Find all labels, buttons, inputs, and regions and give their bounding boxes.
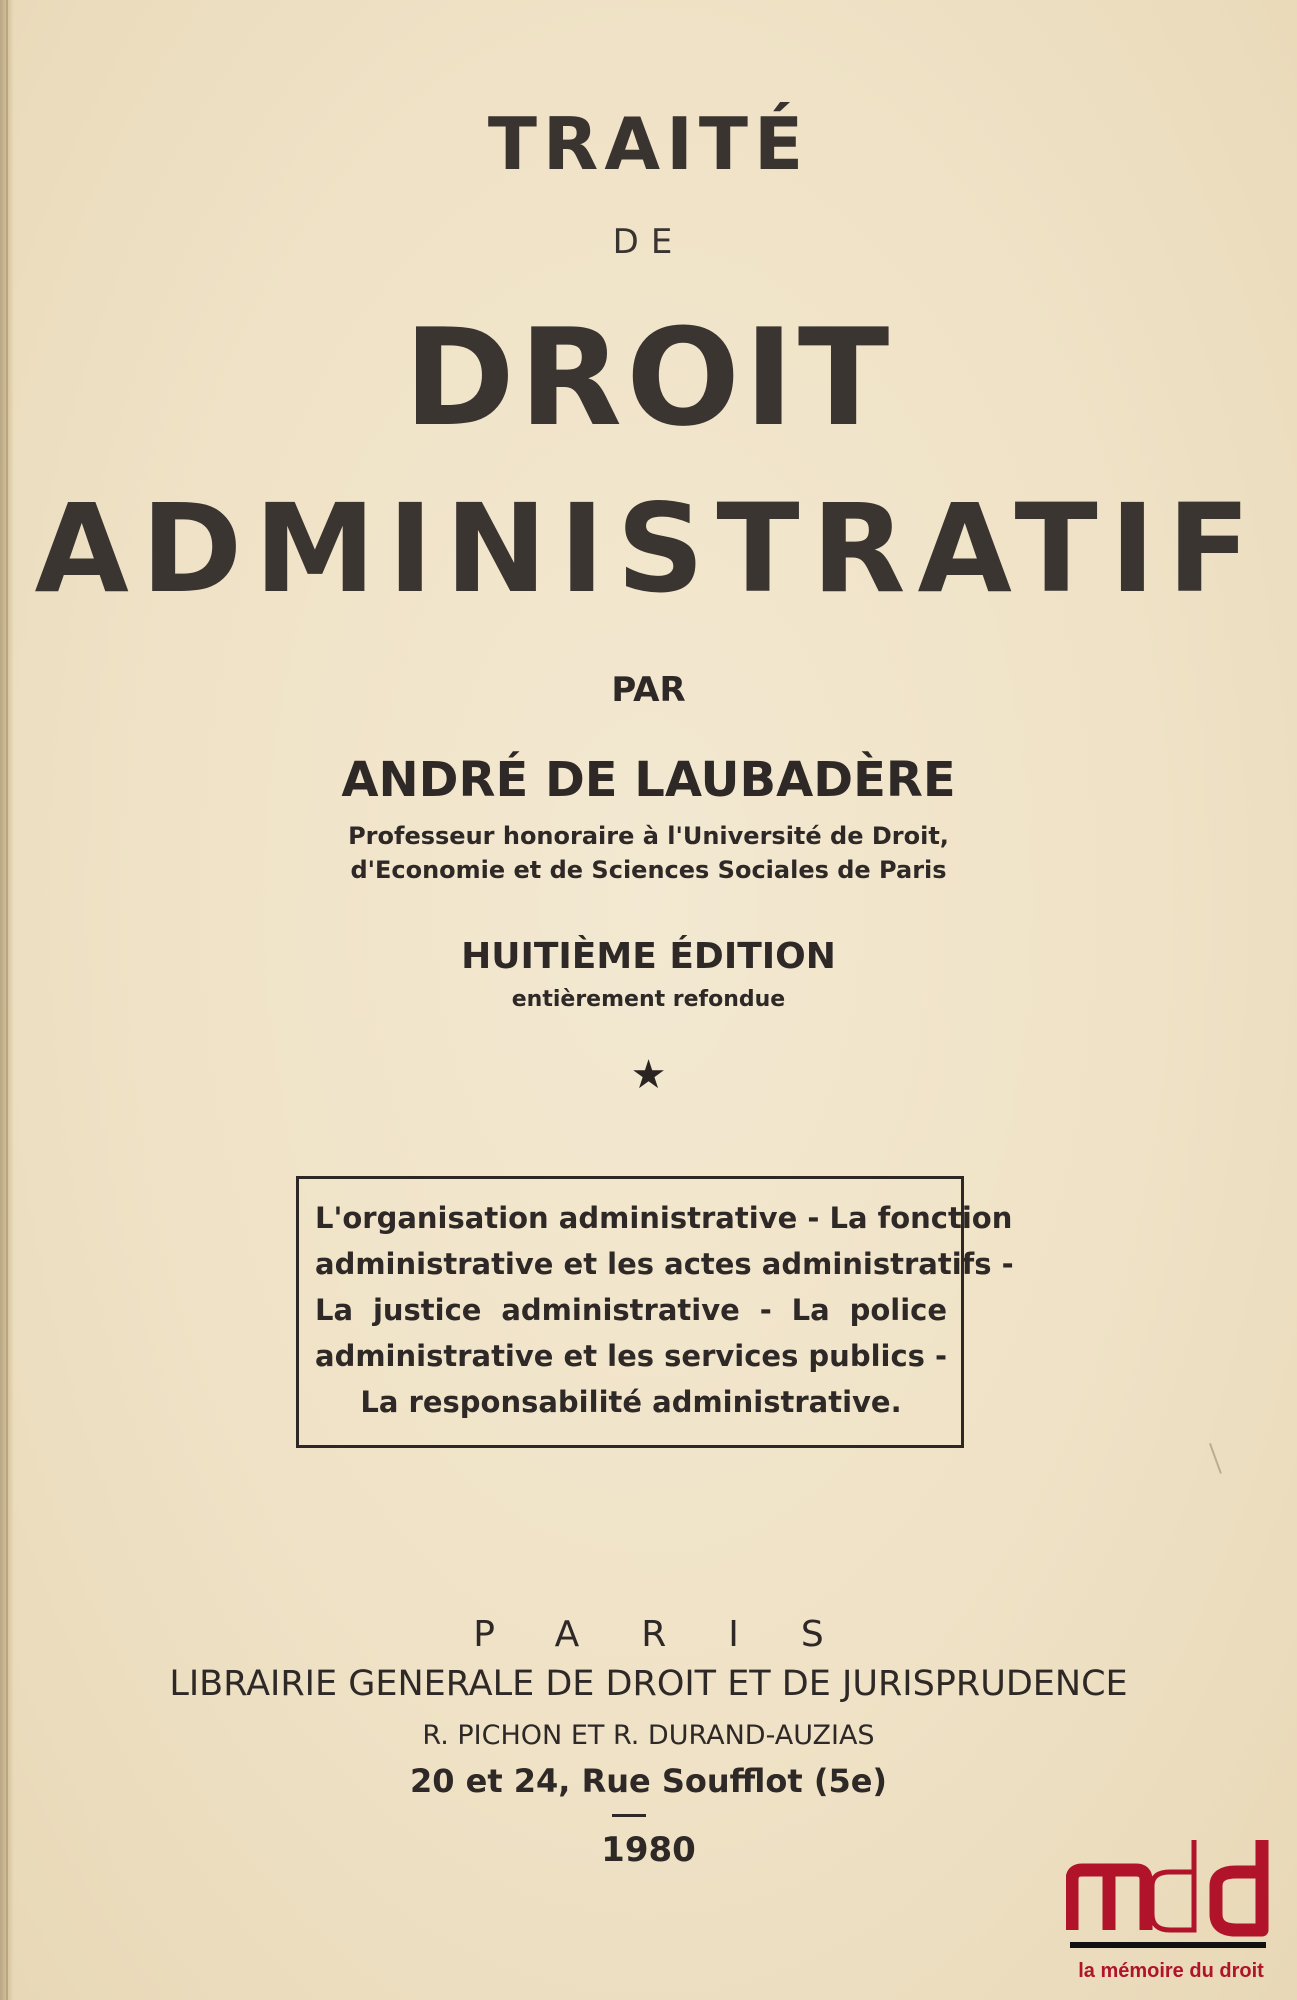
author-affiliation-line2: d'Economie et de Sciences Sociales de Paris (350, 856, 947, 884)
contents-line: La justice administrative - La police (315, 1293, 947, 1327)
imprint-year: 1980 (601, 1830, 696, 1870)
divider-dash (612, 1814, 646, 1817)
imprint-address: 20 et 24, Rue Soufflot (5e) (409, 1762, 888, 1800)
mdd-logo-icon (1066, 1828, 1276, 1958)
contents-line: administrative et les actes administratifs - (315, 1247, 1014, 1281)
title-de: DE (612, 222, 685, 262)
title-administratif: ADMINISTRATIF (34, 478, 1263, 620)
mdd-logo (1066, 1828, 1276, 1990)
logo-caption: la mémoire du droit (1078, 1960, 1264, 1982)
paper-mark (1209, 1438, 1235, 1474)
contents-box (296, 1176, 1014, 1448)
imprint-publisher: LIBRAIRIE GENERALE DE DROIT ET DE JURISPRUDENCE (169, 1664, 1128, 1704)
imprint-city: PARIS (473, 1614, 886, 1655)
edition-label: HUITIÈME ÉDITION (461, 936, 836, 977)
author-name: ANDRÉ DE LAUBADÈRE (341, 752, 956, 808)
volume-star-icon: ★ (630, 1052, 667, 1098)
contents-line: administrative et les services publics - (315, 1339, 948, 1373)
contents-line: La responsabilité administrative. (360, 1385, 902, 1419)
byline-par: PAR (611, 670, 686, 710)
title-droit: DROIT (403, 300, 894, 456)
title-traite: TRAITÉ (487, 102, 810, 186)
author-affiliation-line1: Professeur honoraire à l'Université de Droit, (348, 822, 949, 850)
edition-note: entièrement refondue (511, 987, 786, 1012)
imprint-printers: R. PICHON ET R. DURAND-AUZIAS (422, 1720, 875, 1751)
contents-line: L'organisation administrative - La fonction (315, 1201, 1013, 1235)
